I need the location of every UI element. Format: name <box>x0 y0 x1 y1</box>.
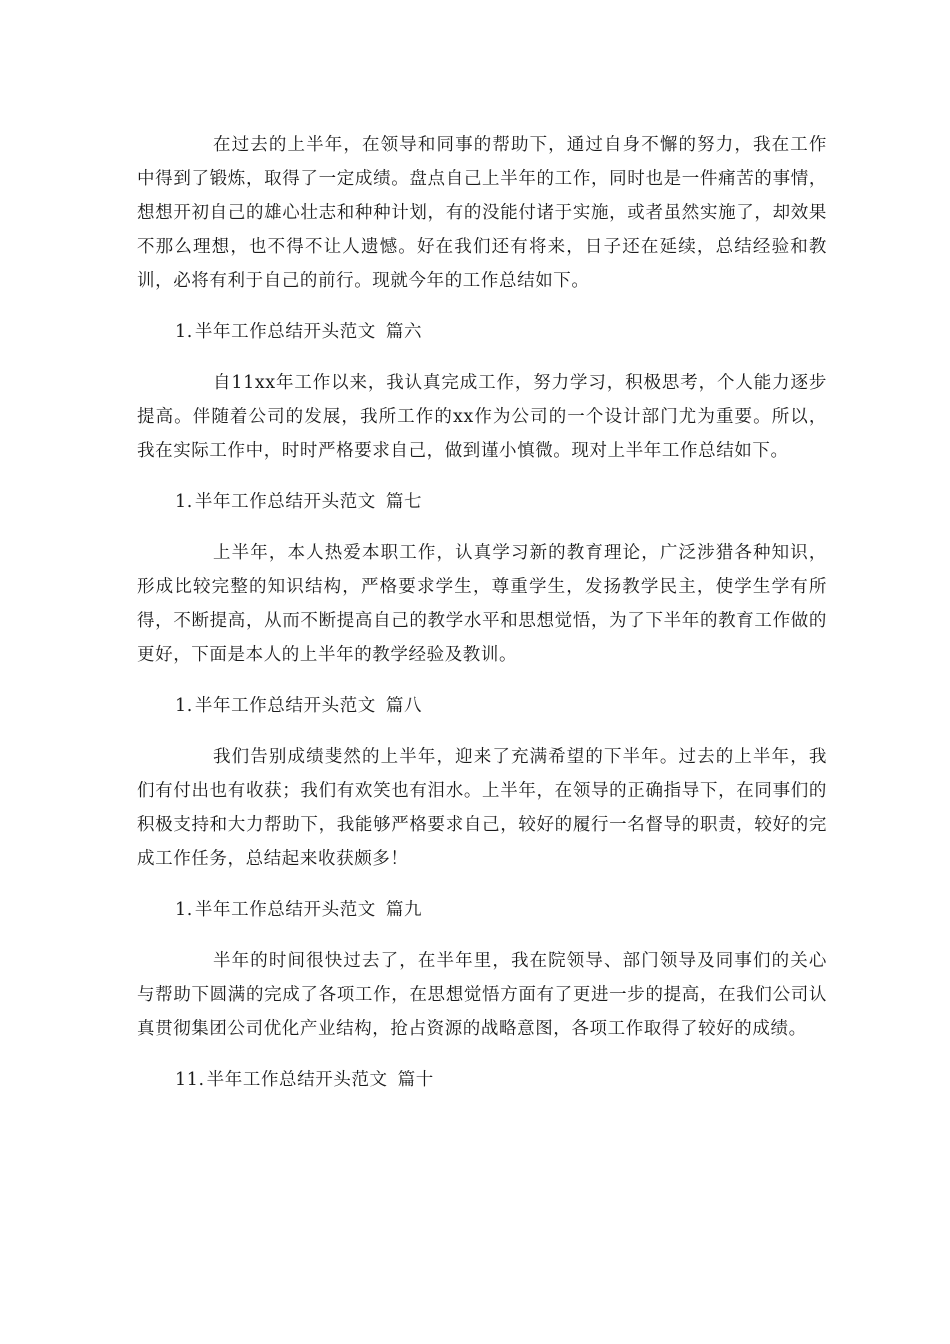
heading-title: 半年工作总结开头范文 <box>194 492 376 512</box>
heading-title: 半年工作总结开头范文 <box>194 696 376 716</box>
section-heading-9 <box>175 893 827 927</box>
document-body <box>137 128 827 1114</box>
heading-number: 1. <box>175 696 193 716</box>
section-paragraph-6: 自11xx年工作以来，我认真完成工作，努力学习，积极思考，个人能力逐步提高。伴随着公司的发展，我所工作的xx作为公司的一个设计部门尤为重要。所以，我在实际工作中，时时严格要求自己，做到谨小慎微。现对上半年工作总结如下。 <box>137 373 827 461</box>
heading-title: 半年工作总结开头范文 <box>194 900 376 920</box>
heading-suffix: 篇八 <box>385 696 423 716</box>
heading-number: 1. <box>175 492 193 512</box>
heading-title: 半年工作总结开头范文 <box>206 1070 388 1090</box>
section-heading-6 <box>175 315 827 349</box>
section-paragraph-8: 我们告别成绩斐然的上半年，迎来了充满希望的下半年。过去的上半年，我们有付出也有收获；我们有欢笑也有泪水。上半年，在领导的正确指导下，在同事们的积极支持和大力帮助下，我能够严格要求自己，较好的履行一名督导的职责，较好的完成工作任务，总结起来收获颇多！ <box>137 747 827 869</box>
heading-suffix: 篇七 <box>385 492 423 512</box>
section-paragraph-9: 半年的时间很快过去了，在半年里，我在院领导、部门领导及同事们的关心与帮助下圆满的完成了各项工作，在思想觉悟方面有了更进一步的提高，在我们公司认真贯彻集团公司优化产业结构，抢占资源的战略意图，各项工作取得了较好的成绩。 <box>137 951 827 1039</box>
heading-suffix: 篇九 <box>385 900 423 920</box>
section-heading-10 <box>175 1063 827 1097</box>
heading-title: 半年工作总结开头范文 <box>194 322 376 342</box>
intro-paragraph: 在过去的上半年，在领导和同事的帮助下，通过自身不懈的努力，我在工作中得到了锻炼，取得了一定成绩。盘点自己上半年的工作，同时也是一件痛苦的事情，想想开初自己的雄心壮志和种种计划，有的没能付诸于实施，或者虽然实施了，却效果不那么理想，也不得不让人遗憾。好在我们还有将来，日子还在延续，总结经验和教训，必将有利于自己的前行。现就今年的工作总结如下。 <box>137 135 827 291</box>
section-heading-7 <box>175 485 827 519</box>
heading-number: 1. <box>175 900 193 920</box>
heading-suffix: 篇十 <box>397 1070 434 1090</box>
heading-number: 1. <box>175 322 193 342</box>
heading-number: 11. <box>175 1070 205 1090</box>
section-paragraph-7: 上半年，本人热爱本职工作，认真学习新的教育理论，广泛涉猎各种知识，形成比较完整的知识结构，严格要求学生，尊重学生，发扬教学民主，使学生学有所得，不断提高，从而不断提高自己的教学水平和思想觉悟，为了下半年的教育工作做的更好，下面是本人的上半年的教学经验及教训。 <box>137 543 827 665</box>
heading-suffix: 篇六 <box>385 322 423 342</box>
section-heading-8 <box>175 689 827 723</box>
